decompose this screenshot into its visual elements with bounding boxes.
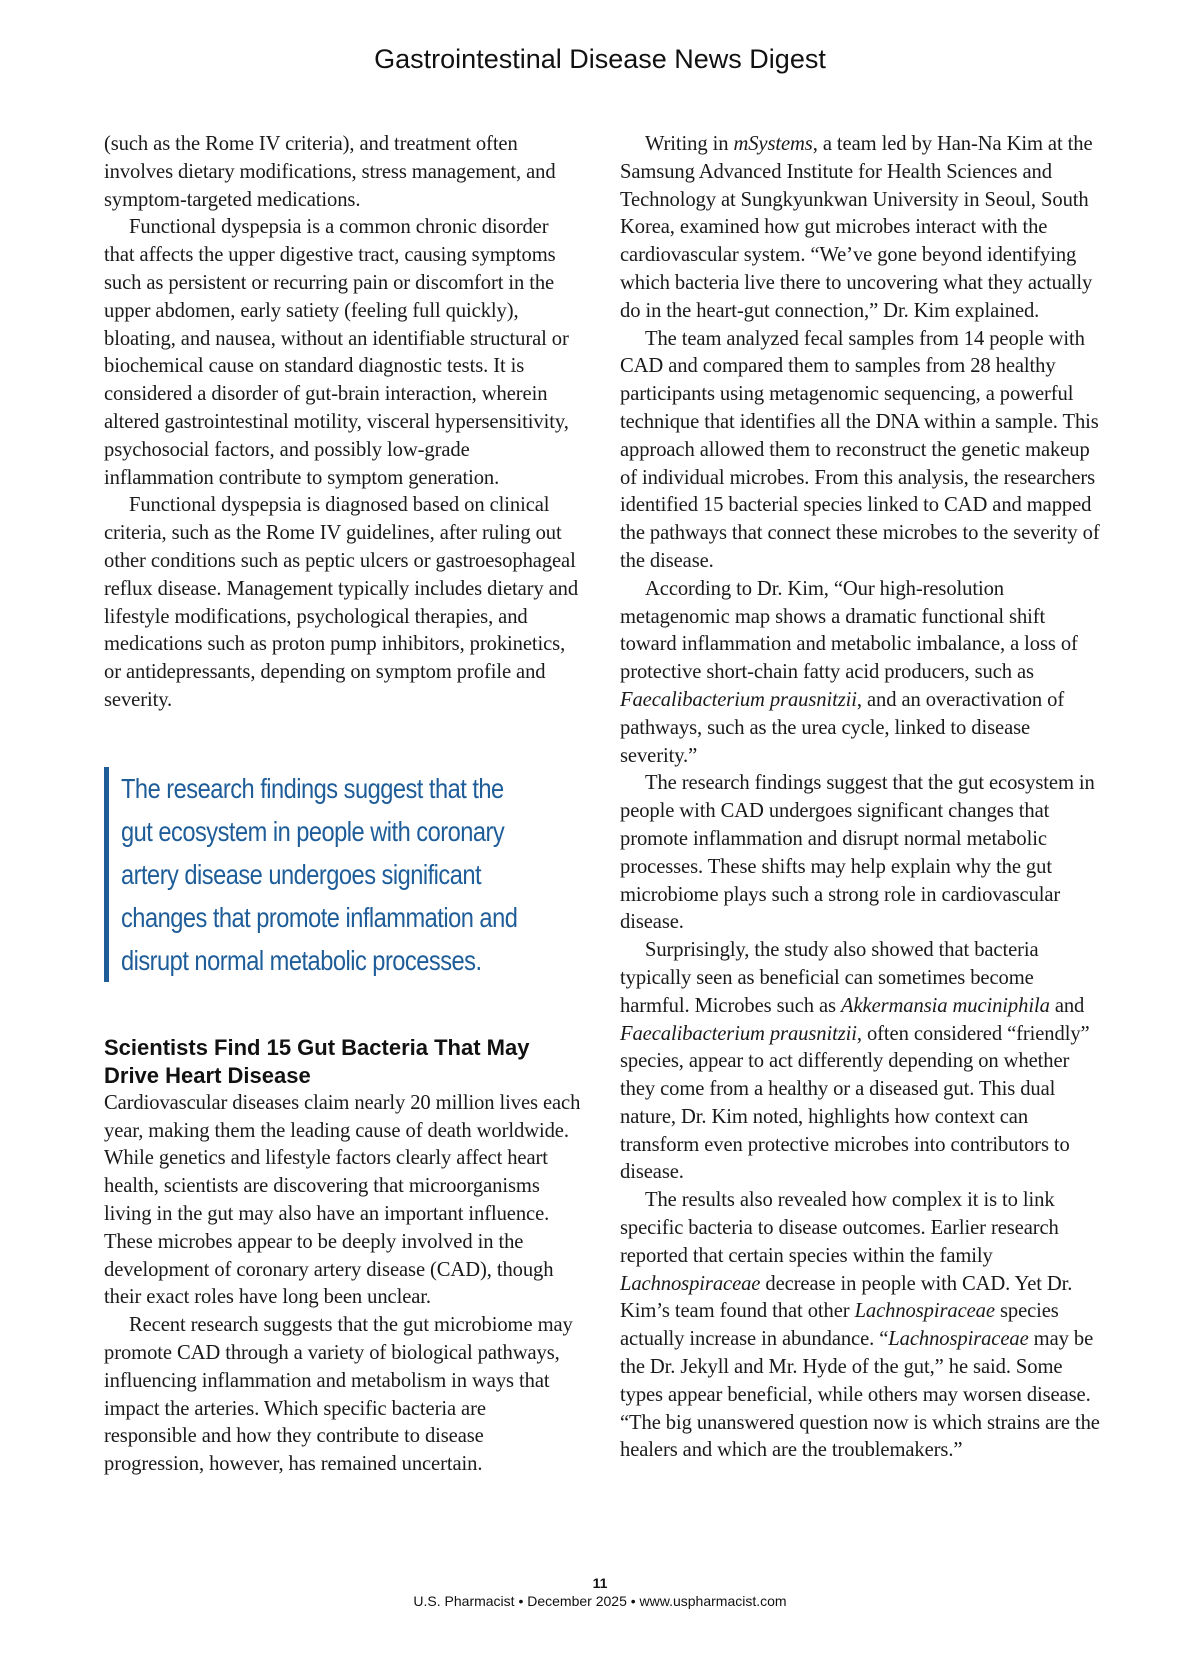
page-footer [0, 1574, 1200, 1610]
species-name: Faecalibacterium prausnitzii [620, 1022, 857, 1045]
pull-quote [104, 767, 582, 982]
paragraph: Functional dyspepsia is a common chronic disorder that affects the upper digestive tract, causing symptoms such as persistent or recurring pain or discomfort in the upper abdomen, early satiety (feeling full quickly), bloating, and nausea, without an identifiable structural or biochemical cause on standard diagnostic tests. It is considered a disorder of gut-brain interaction, wherein altered gastrointestinal motility, visceral hypersensitivity, psychosocial factors, and possibly low-grade inflammation contribute to symptom generation. [104, 216, 569, 489]
paragraph: Cardiovascular diseases claim nearly 20 million lives each year, making them the leading cause of death worldwide. While genetics and lifestyle factors clearly affect heart health, scientists are discovering that microorganisms living in the gut may also have an important influence. These microbes appear to be deeply involved in the development of coronary artery disease (CAD), though their exact roles have long been unclear. [104, 1091, 581, 1309]
text-run: Writing in [645, 133, 734, 155]
paragraph: The team analyzed fecal samples from 14 people with CAD and compared them to samples from 28 healthy participants using metagenomic sequencing, a powerful technique that identifies all the DNA within a sample. This approach allowed them to reconstruct the genetic makeup of individual microbes. From this analysis, the researchers identified 15 bacterial species linked to CAD and mapped the pathways that connect these microbes to the severity of the disease. [620, 327, 1100, 572]
paragraph: (such as the Rome IV criteria), and treatment often involves dietary modifications, stress management, and symptom-targeted medications. [104, 133, 556, 211]
page-number: 11 [592, 1575, 608, 1591]
text-run: , often considered “friendly” species, appear to act differently depending on whether they come from a healthy or a diseased gut. This dual nature, Dr. Kim noted, highlights how context can transform even protective microbes into contributors to disease. [620, 1022, 1090, 1184]
family-name: Lachnospiraceae [620, 1272, 761, 1295]
text-run: species actually increase in abundance. “ [620, 1300, 1059, 1351]
species-name: Akkermansia muciniphila [841, 994, 1050, 1017]
text-run: , a team led by Han-Na Kim at the Samsung Advanced Institute for Health Sciences and Technology at Sungkyunkwan University in Seoul, South Korea, examined how gut microbes interact with the cardiovascular system. “We’ve gone beyond identifying which bacteria live there to uncovering what they actually do in the heart-gut connection,” Dr. Kim explained. [620, 133, 1093, 322]
family-name: Lachnospiraceae [888, 1328, 1029, 1351]
publication-line: U.S. Pharmacist • December 2025 • www.uspharmacist.com [413, 1593, 787, 1609]
text-run: and [1049, 994, 1085, 1017]
paragraph [620, 131, 1102, 326]
paragraph [620, 1187, 1102, 1465]
family-name: Lachnospiraceae [854, 1300, 995, 1323]
text-run: , and an overactivation of pathways, such as the urea cycle, linked to disease severity.” [620, 688, 1065, 767]
paragraph: Functional dyspepsia is diagnosed based on clinical criteria, such as the Rome IV guidelines, after ruling out other conditions such as peptic ulcers or gastroesophageal reflux disease. Management typically includes dietary and lifestyle modifications, psychological therapies, and medications such as proton pump inhibitors, prokinetics, or antidepressants, depending on symptom profile and severity. [104, 494, 579, 711]
paragraph: Recent research suggests that the gut microbiome may promote CAD through a variety of biological pathways, influencing inflammation and metabolism in ways that impact the arteries. Which specific bacteria are responsible and how they contribute to disease progression, however, has remained uncertain. [104, 1314, 573, 1476]
text-run: According to Dr. Kim, “Our high-resolution metagenomic map shows a dramatic functional shift toward inflammation and metabolic imbalance, a loss of protective short-chain fatty acid producers, such as [620, 577, 1078, 684]
section-heading: Scientists Find 15 Gut Bacteria That May Drive Heart Disease [104, 1034, 530, 1088]
text-run: may be the Dr. Jekyll and Mr. Hyde of the gut,” he said. Some types appear beneficial, while others may worsen disease. “The big unanswered question now is which strains are the healers and which are the troublemakers.” [620, 1328, 1100, 1462]
page-header: Gastrointestinal Disease News Digest [374, 44, 826, 74]
paragraph: The research findings suggest that the gut ecosystem in people with CAD undergoes significant changes that promote inflammation and disrupt normal metabolic processes. These shifts may help explain why the gut microbiome plays such a strong role in cardiovascular disease. [620, 772, 1095, 934]
left-column [104, 131, 582, 1479]
paragraph [620, 937, 1102, 1187]
paragraph [620, 576, 1102, 771]
text-run: The results also revealed how complex it is to link specific bacteria to disease outcomes. Earlier research reported that certain species within the family [620, 1189, 1059, 1267]
text-run: decrease in people with CAD. Yet Dr. Kim’s team found that other [620, 1272, 1073, 1323]
species-name: Faecalibacterium prausnitzii [620, 688, 857, 711]
text-run: Surprisingly, the study also showed that bacteria typically seen as beneficial can sometimes become harmful. Microbes such as [620, 939, 1039, 1017]
journal-name: mSystems [733, 133, 813, 155]
right-column [620, 131, 1102, 1465]
pull-quote-text: The research findings suggest that the gut ecosystem in people with coronary artery disease undergoes significant changes that promote inflammation and disrupt normal metabolic processes. [121, 772, 518, 976]
